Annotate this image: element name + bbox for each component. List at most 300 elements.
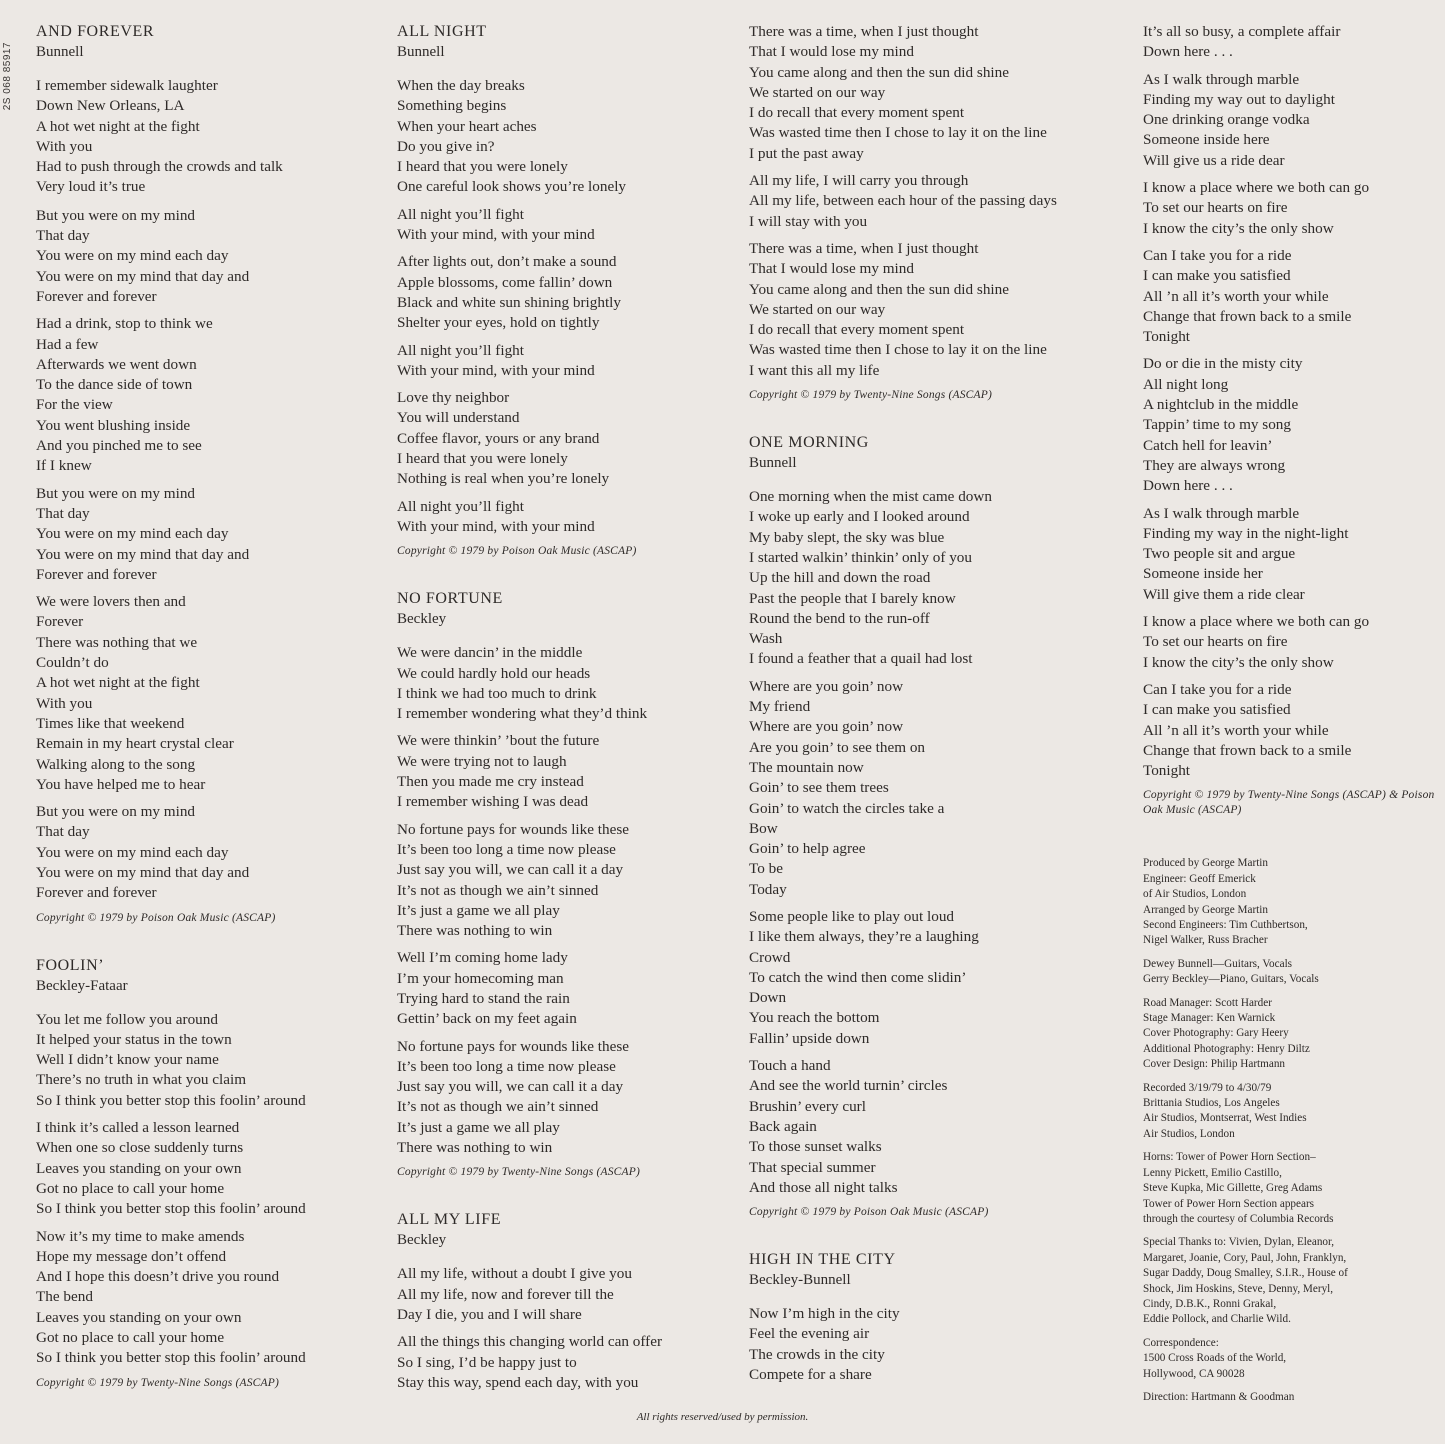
lyric-line: When the day breaks: [397, 77, 525, 94]
credit-line: Eddie Pollock, and Charlie Wild.: [1143, 1313, 1291, 1326]
lyric-line: The mountain now: [749, 758, 864, 776]
lyric-line: So I think you better stop this foolin’ around: [36, 1200, 306, 1218]
credit-line: Cover Photography: Gary Heery: [1143, 1027, 1289, 1040]
stanza: [36, 1010, 381, 1111]
lyric-line: With your mind, with your mind: [397, 361, 595, 379]
credits-group: [1143, 957, 1441, 988]
lyric-line: To set our hearts on fire: [1143, 199, 1288, 217]
lyric-line: Finding my way out to daylight: [1143, 90, 1335, 108]
lyric-line: When your heart aches: [397, 117, 537, 135]
stanza: [397, 388, 737, 489]
stanza: [36, 1118, 381, 1219]
lyric-line: To set our hearts on fire: [1143, 633, 1288, 651]
lyric-line: You came along and then the sun did shine: [749, 63, 1009, 81]
song: [397, 1210, 737, 1393]
lyric-line: Forever: [36, 613, 84, 631]
lyric-line: Where are you goin’ now: [749, 718, 904, 736]
lyric-line: Touch a hand: [749, 1057, 831, 1075]
song: [397, 589, 737, 1180]
song-author: Bunnell: [397, 44, 445, 60]
credit-line: Special Thanks to: Vivien, Dylan, Eleanor,: [1143, 1236, 1335, 1249]
lyric-line: Finding my way in the night-light: [1143, 524, 1349, 542]
lyric-line: All night you’ll fight: [397, 497, 524, 515]
lyric-line: Someone inside her: [1143, 565, 1263, 583]
credit-line: Cover Design: Philip Hartmann: [1143, 1058, 1286, 1071]
stanza: [36, 314, 381, 476]
lyric-line: Past the people that I barely know: [749, 589, 956, 607]
lyric-line: Are you goin’ to see them on: [749, 738, 926, 756]
lyric-line: No fortune pays for wounds like these: [397, 820, 629, 838]
stanza: [36, 1227, 381, 1369]
copyright-notice: Copyright © 1979 by Poison Oak Music (ASCAP): [749, 1206, 989, 1219]
song-title: NO FORTUNE: [397, 590, 503, 608]
column-2: [397, 22, 737, 1423]
lyric-line: I know a place where we both can go: [1143, 179, 1370, 197]
lyric-line: Goin’ to help agree: [749, 840, 866, 858]
lyric-line: Times like that weekend: [36, 714, 185, 732]
lyric-line: There was nothing to win: [397, 1139, 553, 1157]
stanza: [397, 1332, 737, 1393]
lyric-line: I heard that you were lonely: [397, 450, 568, 468]
column-3: [749, 22, 1134, 1415]
song-author: Beckley: [397, 1232, 447, 1249]
credit-line: Dewey Bunnell—Guitars, Vocals: [1143, 957, 1293, 970]
lyric-line: Couldn’t do: [36, 654, 109, 672]
lyric-line: The crowds in the city: [749, 1345, 885, 1363]
stanza: [397, 252, 737, 333]
lyric-line: To catch the wind then come slidin’: [749, 968, 967, 986]
lyric-line: With your mind, with your mind: [397, 226, 595, 244]
stanza: [749, 171, 1134, 232]
lyric-line: I think it’s called a lesson learned: [36, 1119, 240, 1137]
lyric-line: We could hardly hold our heads: [397, 664, 591, 682]
lyric-line: Compete for a share: [749, 1366, 872, 1384]
credit-line: Air Studios, London: [1143, 1127, 1235, 1140]
lyric-line: Up the hill and down the road: [749, 569, 931, 587]
credits-group: [1143, 856, 1441, 948]
song-author: Bunnell: [36, 44, 84, 60]
credit-line: of Air Studios, London: [1143, 888, 1247, 901]
stanza: [397, 341, 737, 382]
lyric-line: Do you give in?: [397, 137, 495, 155]
lyric-line: All the things this changing world can offer: [397, 1333, 663, 1351]
lyric-line: I remember wondering what they’d think: [397, 705, 648, 723]
lyric-line: Wash: [749, 630, 783, 648]
lyric-line: Can I take you for a ride: [1143, 246, 1292, 264]
lyric-line: There was a time, when I just thought: [749, 23, 979, 40]
lyric-line: To be: [749, 860, 783, 878]
credit-line: Arranged by George Martin: [1143, 903, 1268, 916]
lyric-line: You have helped me to hear: [36, 775, 206, 793]
lyric-line: I know the city’s the only show: [1143, 653, 1334, 671]
lyric-line: Forever and forever: [36, 565, 157, 583]
song-author: Bunnell: [749, 455, 797, 472]
rights-footer: All rights reserved/used by permission.: [636, 1411, 809, 1423]
credit-line: Cindy, D.B.K., Ronni Grakal,: [1143, 1297, 1277, 1310]
album-credits: [1143, 856, 1441, 1405]
lyric-line: Day I die, you and I will share: [397, 1305, 582, 1323]
credit-line: Hollywood, CA 90028: [1143, 1367, 1245, 1380]
credit-line: Stage Manager: Ken Warnick: [1143, 1012, 1276, 1025]
credit-line: Brittania Studios, Los Angeles: [1143, 1097, 1280, 1110]
lyric-line: I found a feather that a quail had lost: [749, 650, 973, 668]
stanza: [1143, 354, 1441, 496]
lyric-line: No fortune pays for wounds like these: [397, 1037, 629, 1055]
copyright-notice: Copyright © 1979 by Twenty-Nine Songs (ASCAP): [749, 389, 993, 402]
lyric-line: I think we had too much to drink: [397, 684, 597, 702]
lyric-line: Forever and forever: [36, 884, 157, 902]
song: [36, 956, 381, 1391]
catalog-number: 2S 068 85917: [2, 42, 13, 111]
lyric-line: Had to push through the crowds and talk: [36, 158, 283, 176]
lyric-line: You were on my mind that day and: [36, 545, 250, 563]
lyric-line: Apple blossoms, come fallin’ down: [397, 273, 613, 291]
lyric-line: Brushin’ every curl: [749, 1097, 866, 1115]
stanza: [749, 22, 1134, 164]
lyric-line: To the dance side of town: [36, 376, 193, 394]
lyric-line: Remain in my heart crystal clear: [36, 735, 234, 753]
lyric-line: Just say you will, we can call it a day: [397, 861, 624, 879]
song-title: ALL MY LIFE: [397, 1211, 502, 1229]
credits-group: [1143, 1336, 1441, 1382]
lyric-line: Stay this way, spend each day, with you: [397, 1373, 639, 1391]
lyric-line: It’s been too long a time now please: [397, 1057, 616, 1075]
lyric-line: Black and white sun shining brightly: [397, 293, 621, 311]
lyric-line: All ’n all it’s worth your while: [1143, 287, 1329, 305]
lyric-line: All my life, I will carry you through: [749, 172, 969, 190]
lyric-line: We were dancin’ in the middle: [397, 644, 583, 662]
lyric-line: Will give us a ride dear: [1143, 151, 1285, 169]
lyric-line: Where are you goin’ now: [749, 677, 904, 695]
lyric-line: Crowd: [749, 948, 791, 966]
lyric-line: I started walkin’ thinkin’ only of you: [749, 548, 972, 566]
lyric-line: Today: [749, 880, 787, 898]
stanza: [36, 802, 381, 903]
stanza: [397, 205, 737, 246]
credit-line: Correspondence:: [1143, 1336, 1219, 1349]
lyric-line: Leaves you standing on your own: [36, 1308, 242, 1326]
lyric-line: It’s just a game we all play: [397, 1118, 560, 1136]
song-title: AND FOREVER: [36, 23, 155, 40]
stanza: [36, 592, 381, 795]
lyric-line: Two people sit and argue: [1143, 545, 1296, 563]
credits-group: [1143, 1235, 1441, 1327]
copyright-notice: Copyright © 1979 by Twenty-Nine Songs (ASCAP): [397, 1166, 641, 1179]
lyric-line: I do recall that every moment spent: [749, 104, 965, 122]
lyric-line: I will stay with you: [749, 212, 868, 230]
lyric-line: But you were on my mind: [36, 206, 196, 224]
lyric-line: To those sunset walks: [749, 1138, 882, 1156]
lyric-line: Trying hard to stand the rain: [397, 989, 570, 1007]
song-author: Beckley-Fataar: [36, 977, 128, 994]
lyric-line: Love thy neighbor: [397, 389, 510, 407]
lyric-line: All night you’ll fight: [397, 341, 524, 359]
lyric-line: Some people like to play out loud: [749, 907, 955, 925]
lyric-line: One careful look shows you’re lonely: [397, 178, 627, 196]
lyric-line: We started on our way: [749, 83, 886, 101]
lyric-line: That I would lose my mind: [749, 43, 914, 61]
lyric-line: Well I’m coming home lady: [397, 949, 568, 967]
lyric-line: You went blushing inside: [36, 416, 191, 434]
lyric-line: I woke up early and I looked around: [749, 508, 970, 526]
lyric-line: Hope my message don’t offend: [36, 1247, 227, 1265]
lyric-line: Well I didn’t know your name: [36, 1051, 219, 1069]
stanza: [1143, 246, 1441, 347]
lyric-line: Down here . . .: [1143, 477, 1233, 495]
column-1: [36, 22, 381, 1421]
lyric-line: I’m your homecoming man: [397, 969, 564, 987]
stanza: [397, 497, 737, 538]
stanza: [397, 1037, 737, 1159]
lyric-line: There was a time, when I just thought: [749, 239, 979, 257]
lyric-line: With your mind, with your mind: [397, 517, 595, 535]
lyric-line: Back again: [749, 1117, 817, 1135]
lyric-line: Tonight: [1143, 762, 1191, 780]
lyric-line: All night you’ll fight: [397, 205, 524, 223]
lyric-line: Just say you will, we can call it a day: [397, 1078, 624, 1096]
lyric-line: And see the world turnin’ circles: [749, 1077, 948, 1095]
lyric-line: You will understand: [397, 409, 520, 427]
lyric-line: It’s just a game we all play: [397, 901, 560, 919]
lyric-line: Gettin’ back on my feet again: [397, 1010, 577, 1028]
lyric-line: It’s not as though we ain’t sinned: [397, 1098, 599, 1116]
copyright-notice: Copyright © 1979 by Twenty-Nine Songs (ASCAP) & Poison Oak Music (ASCAP): [1143, 789, 1435, 817]
song: [749, 22, 1134, 403]
credit-line: Nigel Walker, Russ Bracher: [1143, 934, 1268, 947]
lyric-line: It’s been too long a time now please: [397, 840, 616, 858]
lyric-line: So I think you better stop this foolin’ around: [36, 1349, 306, 1367]
lyric-line: But you were on my mind: [36, 803, 196, 821]
lyric-line: There was nothing to win: [397, 922, 553, 940]
lyric-line: Very loud it’s true: [36, 178, 146, 196]
lyric-line: Had a few: [36, 335, 99, 353]
credit-line: Recorded 3/19/79 to 4/30/79: [1143, 1081, 1272, 1094]
lyric-line: The bend: [36, 1288, 93, 1306]
lyric-line: Was wasted time then I chose to lay it on the line: [749, 341, 1047, 359]
lyric-line: Had a drink, stop to think we: [36, 315, 213, 333]
lyric-line: That special summer: [749, 1158, 876, 1176]
lyric-line: Got no place to call your home: [36, 1179, 225, 1197]
lyric-line: Fallin’ upside down: [749, 1029, 870, 1047]
lyric-line: I can make you satisfied: [1143, 701, 1291, 719]
lyric-line: Catch hell for leavin’: [1143, 436, 1273, 454]
credit-line: through the courtesy of Columbia Records: [1143, 1212, 1334, 1225]
stanza: [1143, 680, 1441, 781]
copyright-notice: Copyright © 1979 by Poison Oak Music (ASCAP): [397, 545, 637, 558]
credits-group: [1143, 1150, 1441, 1227]
credit-line: Steve Kupka, Mic Gillette, Greg Adams: [1143, 1182, 1323, 1195]
lyric-line: Afterwards we went down: [36, 355, 197, 373]
lyric-line: Forever and forever: [36, 287, 157, 305]
lyric-line: Can I take you for a ride: [1143, 680, 1292, 698]
credit-line: Horns: Tower of Power Horn Section–: [1143, 1151, 1316, 1164]
lyric-line: Down New Orleans, LA: [36, 97, 185, 115]
lyric-line: So I think you better stop this foolin’ around: [36, 1091, 306, 1109]
lyric-line: I know the city’s the only show: [1143, 219, 1334, 237]
lyric-line: I know a place where we both can go: [1143, 613, 1370, 631]
credit-line: Engineer: Geoff Emerick: [1143, 872, 1256, 885]
credit-line: Tower of Power Horn Section appears: [1143, 1197, 1315, 1210]
stanza: [397, 1264, 737, 1325]
lyric-line: You were on my mind that day and: [36, 863, 250, 881]
credit-line: 1500 Cross Roads of the World,: [1143, 1352, 1287, 1365]
lyric-line: That I would lose my mind: [749, 260, 914, 278]
lyric-line: Someone inside here: [1143, 131, 1270, 149]
lyric-line: All ’n all it’s worth your while: [1143, 721, 1329, 739]
lyric-line: Now I’m high in the city: [749, 1305, 900, 1323]
credits-group: [1143, 996, 1441, 1073]
lyric-line: It helped your status in the town: [36, 1030, 232, 1048]
song-author: Beckley: [397, 611, 447, 628]
lyric-line: I can make you satisfied: [1143, 267, 1291, 285]
credit-line: Shock, Jim Hoskins, Steve, Denny, Meryl,: [1143, 1282, 1334, 1295]
lyric-line: I put the past away: [749, 144, 864, 162]
stanza: [1143, 70, 1441, 171]
lyric-line: My friend: [749, 698, 811, 716]
credits-group: [1143, 1081, 1441, 1143]
lyric-line: As I walk through marble: [1143, 70, 1300, 88]
lyric-line: After lights out, don’t make a sound: [397, 253, 617, 271]
lyric-line: It’s not as though we ain’t sinned: [397, 881, 599, 899]
lyric-line: And I hope this doesn’t drive you round: [36, 1268, 280, 1286]
lyric-line: There was nothing that we: [36, 633, 198, 651]
lyric-line: For the view: [36, 396, 113, 414]
lyric-line: I heard that you were lonely: [397, 158, 568, 176]
stanza: [36, 484, 381, 585]
stanza: [397, 820, 737, 942]
lyric-line: That day: [36, 504, 90, 522]
stanza: [36, 76, 381, 198]
lyric-line: A hot wet night at the fight: [36, 117, 200, 135]
lyric-line: So I sing, I’d be happy just to: [397, 1353, 577, 1371]
copyright-notice: Copyright © 1979 by Twenty-Nine Songs (ASCAP): [36, 1376, 280, 1389]
lyric-line: Coffee flavor, yours or any brand: [397, 429, 600, 447]
lyric-line: Now it’s my time to make amends: [36, 1227, 245, 1245]
lyric-line: We were lovers then and: [36, 593, 186, 611]
song-title: ONE MORNING: [749, 434, 869, 452]
lyric-line: One drinking orange vodka: [1143, 111, 1310, 129]
lyric-line: Was wasted time then I chose to lay it on the line: [749, 124, 1047, 142]
lyric-line: Down: [749, 989, 787, 1007]
stanza: [749, 1056, 1134, 1198]
lyric-line: Got no place to call your home: [36, 1329, 225, 1347]
lyric-line: I want this all my life: [749, 361, 880, 379]
lyric-line: As I walk through marble: [1143, 504, 1300, 522]
lyric-line: You let me follow you around: [36, 1010, 218, 1028]
lyric-line: Something begins: [397, 97, 507, 115]
lyric-line: Will give them a ride clear: [1143, 585, 1305, 603]
lyric-line: Change that frown back to a smile: [1143, 741, 1352, 759]
lyric-line: With you: [36, 137, 93, 155]
lyric-line: You were on my mind that day and: [36, 267, 250, 285]
lyric-line: A nightclub in the middle: [1143, 396, 1299, 414]
lyric-line: I remember wishing I was dead: [397, 793, 589, 811]
song-title: FOOLIN’: [36, 956, 105, 974]
credit-line: Road Manager: Scott Harder: [1143, 996, 1272, 1009]
lyric-line: With you: [36, 694, 93, 712]
lyric-line: We were thinkin’ ’bout the future: [397, 732, 600, 750]
lyric-line: Walking along to the song: [36, 755, 196, 773]
credit-line: Gerry Beckley—Piano, Guitars, Vocals: [1143, 973, 1319, 986]
lyric-line: Do or die in the misty city: [1143, 355, 1303, 373]
stanza: [1143, 612, 1441, 673]
stanza: [1143, 22, 1441, 63]
lyric-line: And you pinched me to see: [36, 437, 202, 455]
lyric-line: A hot wet night at the fight: [36, 674, 200, 692]
lyric-line: Tappin’ time to my song: [1143, 416, 1291, 434]
lyric-line: And those all night talks: [749, 1178, 898, 1196]
lyric-line: You reach the bottom: [749, 1009, 880, 1027]
credit-line: Second Engineers: Tim Cuthbertson,: [1143, 919, 1308, 932]
song-title: HIGH IN THE CITY: [749, 1251, 896, 1269]
song: [749, 433, 1134, 1220]
credit-line: Produced by George Martin: [1143, 857, 1269, 870]
stanza: [749, 1304, 1134, 1385]
lyric-line: Round the bend to the run-off: [749, 609, 930, 627]
stanza: [749, 677, 1134, 900]
lyric-line: I remember sidewalk laughter: [36, 77, 218, 94]
song: [397, 22, 737, 559]
stanza: [397, 643, 737, 724]
lyric-line: One morning when the mist came down: [749, 488, 992, 506]
lyric-line: You were on my mind each day: [36, 525, 229, 543]
lyric-line: My baby slept, the sky was blue: [749, 528, 945, 546]
lyric-line: Bow: [749, 819, 778, 837]
stanza: [397, 948, 737, 1029]
lyric-line: It’s all so busy, a complete affair: [1143, 23, 1341, 40]
credit-line: Lenny Pickett, Emilio Castillo,: [1143, 1166, 1282, 1179]
stanza: [749, 907, 1134, 1049]
song: [36, 22, 381, 926]
lyric-line: Leaves you standing on your own: [36, 1159, 242, 1177]
copyright-notice: Copyright © 1979 by Poison Oak Music (ASCAP): [36, 911, 276, 924]
song: [749, 1250, 1134, 1385]
lyric-line: All my life, now and forever till the: [397, 1285, 614, 1303]
lyric-line: You were on my mind each day: [36, 843, 229, 861]
lyric-line: Then you made me cry instead: [397, 773, 584, 791]
stanza: [1143, 178, 1441, 239]
lyric-line: That day: [36, 823, 90, 841]
credit-line: Sugar Daddy, Doug Smalley, S.I.R., House of: [1143, 1267, 1348, 1280]
stanza: [749, 239, 1134, 381]
lyric-line: There’s no truth in what you claim: [36, 1071, 247, 1089]
song: [1143, 22, 1441, 818]
lyric-line: All my life, between each hour of the passing days: [749, 192, 1057, 210]
lyric-line: That day: [36, 227, 90, 245]
credit-line: Margaret, Joanie, Cory, Paul, John, Franklyn,: [1143, 1251, 1347, 1264]
lyric-line: Goin’ to watch the circles take a: [749, 799, 945, 817]
lyric-line: Change that frown back to a smile: [1143, 307, 1352, 325]
lyric-line: We started on our way: [749, 300, 886, 318]
lyric-line: They are always wrong: [1143, 456, 1286, 474]
lyric-line: You were on my mind each day: [36, 247, 229, 265]
column-4: [1143, 22, 1441, 1413]
lyric-line: Tonight: [1143, 328, 1191, 346]
lyric-line: Nothing is real when you’re lonely: [397, 470, 610, 488]
lyric-line: When one so close suddenly turns: [36, 1139, 244, 1157]
lyric-line: If I knew: [36, 457, 92, 475]
stanza: [749, 487, 1134, 670]
lyric-line: Down here . . .: [1143, 43, 1233, 61]
lyric-line: All my life, without a doubt I give you: [397, 1265, 632, 1283]
credit-line: Additional Photography: Henry Diltz: [1143, 1042, 1310, 1055]
credit-line: Air Studios, Montserrat, West Indies: [1143, 1112, 1307, 1125]
stanza: [1143, 504, 1441, 605]
lyric-line: Shelter your eyes, hold on tightly: [397, 314, 600, 332]
stanza: [397, 76, 737, 198]
lyric-line: We were trying not to laugh: [397, 752, 567, 770]
credits-group: [1143, 1390, 1441, 1405]
